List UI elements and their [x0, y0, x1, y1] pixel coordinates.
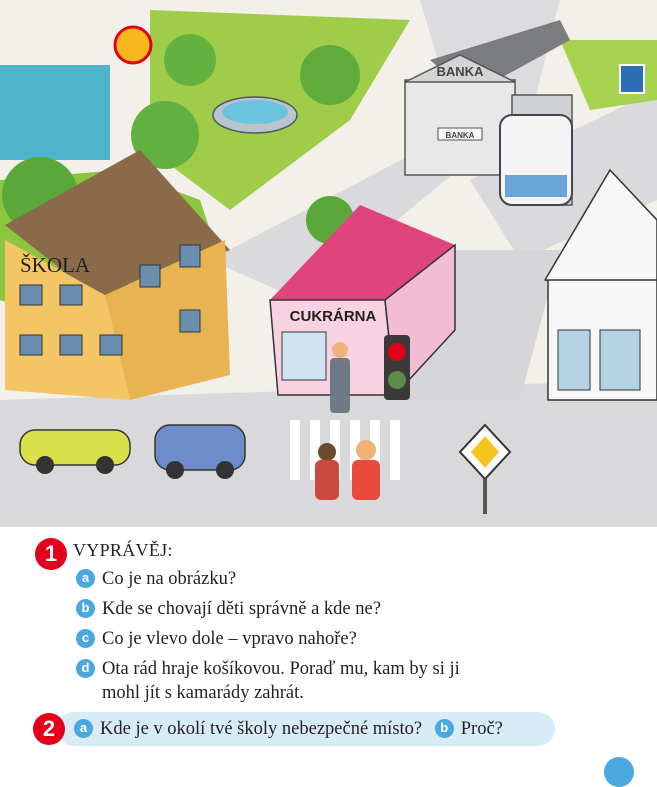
task-1-item-d-line-2: mohl jít s kamarády zahrát. [102, 683, 304, 703]
task-1-item-b [76, 597, 381, 621]
candy-shop-sign: CUKRÁRNA [289, 308, 377, 325]
school-sign: ŠKOLA [19, 253, 91, 277]
letter-badge-b: b [76, 599, 95, 618]
letter-badge-d: d [76, 659, 95, 678]
task-1-item-c [76, 627, 357, 651]
task-1-item-a-text: Co je na obrázku? [102, 569, 237, 589]
task-1-item-a [76, 567, 236, 591]
task-1-item-d-text [102, 657, 460, 705]
task-2-number-badge: 2 [33, 713, 65, 745]
task-1-heading: VYPRÁVĚJ: [73, 540, 173, 560]
task-1-item-d-line-1: Ota rád hraje košíkovou. Poraď mu, kam by si ji [102, 659, 460, 679]
bank-sign: BANKA [436, 64, 484, 79]
letter-badge-a: a [76, 569, 95, 588]
task-2-content [74, 716, 503, 742]
letter-badge-c: c [76, 629, 95, 648]
task-2-letter-badge-a: a [74, 719, 93, 738]
task-2-question-b: Proč? [460, 719, 503, 739]
task-2-question-a: Kde je v okolí tvé školy nebezpečné místo? [100, 719, 423, 739]
task-1-item-c-text: Co je vlevo dole – vpravo nahoře? [102, 629, 357, 649]
next-page-marker [604, 757, 634, 787]
task-2-letter-badge-b: b [435, 719, 454, 738]
task-1-item-b-text: Kde se chovají děti správně a kde ne? [102, 599, 381, 619]
task-1-number-badge: 1 [35, 538, 67, 570]
task-1-item-d [76, 657, 460, 705]
bank-door-sign: BANKA [445, 131, 475, 140]
